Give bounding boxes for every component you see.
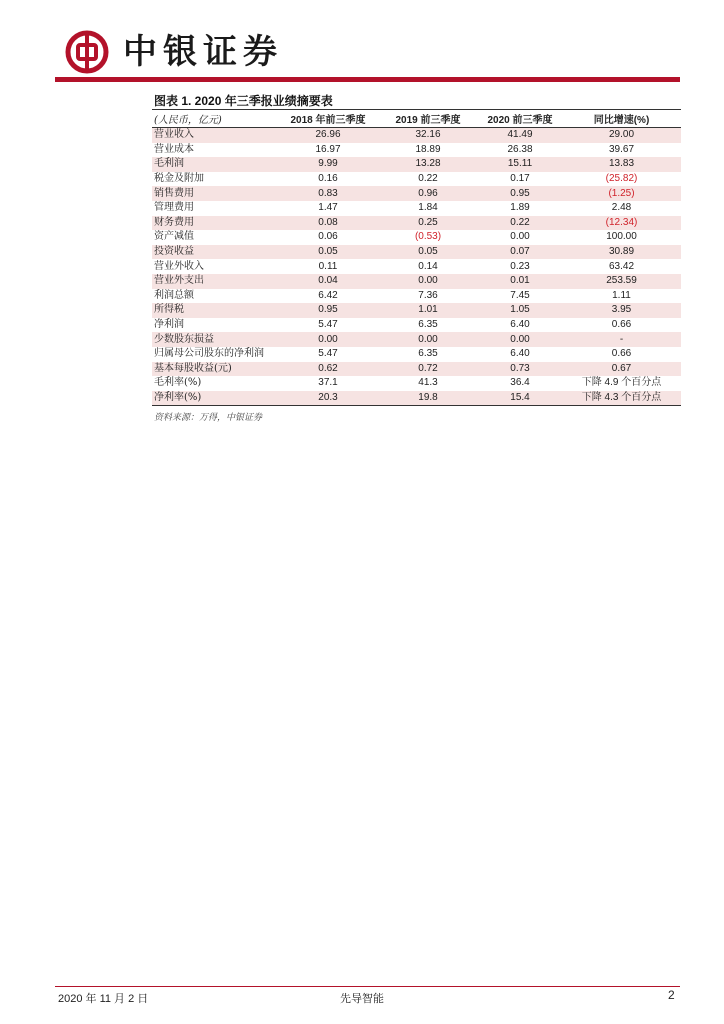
table-cell: 0.66 <box>611 348 632 360</box>
table-cell: 0.11 <box>318 260 338 272</box>
row-label: 营业外收入 <box>154 260 204 272</box>
table-row <box>152 362 681 377</box>
table-cell: 1.11 <box>612 289 631 301</box>
row-label: 净利率(%) <box>154 391 202 403</box>
column-header: (人民币，亿元) <box>154 115 222 126</box>
bank-of-china-logo <box>65 30 109 74</box>
source-note: 资料来源：万得，中银证券 <box>154 413 263 423</box>
table-row <box>152 143 681 158</box>
table-cell: 15.4 <box>510 391 530 403</box>
table-cell: 0.96 <box>418 187 438 199</box>
table-cell: 1.05 <box>510 304 530 316</box>
table-header-row <box>152 110 681 128</box>
table-cell: 0.04 <box>318 275 338 287</box>
table-row <box>152 172 681 187</box>
footer-date: 2020 年 11 月 2 日 <box>58 993 149 1005</box>
table-cell: 100.00 <box>606 231 637 243</box>
table-cell: 0.00 <box>510 231 530 243</box>
table-row <box>152 347 681 362</box>
table-cell: - <box>619 333 624 345</box>
column-header: 同比增速(%) <box>593 115 650 126</box>
table-cell: 0.06 <box>318 231 338 243</box>
table-row <box>152 303 681 318</box>
table-cell: 0.01 <box>510 275 530 287</box>
table-cell: 39.67 <box>608 143 635 155</box>
table-cell: 1.47 <box>318 202 338 214</box>
table-cell: 0.05 <box>318 246 338 258</box>
table-row <box>152 245 681 260</box>
table-cell: 41.3 <box>418 377 438 389</box>
table-cell: 36.4 <box>510 377 530 389</box>
table-cell: 6.35 <box>418 348 438 360</box>
table-cell: 1.84 <box>418 202 438 214</box>
table-cell: 37.1 <box>318 377 338 389</box>
page-number: 2 <box>668 988 675 1002</box>
table-cell: 0.83 <box>318 187 338 199</box>
table-cell: 0.25 <box>418 216 438 228</box>
table-cell: 0.00 <box>510 333 530 345</box>
table-row <box>152 216 681 231</box>
table-cell: 0.73 <box>510 362 530 374</box>
table-cell: 0.95 <box>318 304 338 316</box>
row-label: 所得税 <box>154 304 184 316</box>
table-cell: 0.07 <box>510 246 530 258</box>
table-cell: 0.22 <box>510 216 530 228</box>
table-row <box>152 201 681 216</box>
table-cell: 0.62 <box>318 362 338 374</box>
table-cell: 0.00 <box>318 333 338 345</box>
column-header: 2020 前三季度 <box>487 115 553 126</box>
table-cell: 13.83 <box>608 158 635 170</box>
table-cell: 0.66 <box>611 319 632 331</box>
row-label: 管理费用 <box>154 202 194 214</box>
table-cell: 16.97 <box>315 143 341 155</box>
table-cell: 0.67 <box>611 362 632 374</box>
table-cell: 0.14 <box>418 260 438 272</box>
table-cell: 30.89 <box>608 246 635 258</box>
row-label: 财务费用 <box>154 216 194 228</box>
row-label: 销售费用 <box>154 187 194 199</box>
table-row <box>152 259 681 274</box>
table-cell: 15.11 <box>507 158 533 170</box>
table-cell: 0.72 <box>418 362 438 374</box>
table-cell: 0.00 <box>418 275 438 287</box>
table-cell: 63.42 <box>608 260 635 272</box>
brand-name: 中银证券 <box>123 32 283 72</box>
row-label: 营业成本 <box>154 143 194 155</box>
table-cell: 0.16 <box>318 173 338 185</box>
table-row <box>152 332 681 347</box>
table-cell: (25.82) <box>605 173 638 185</box>
table-row <box>152 274 681 289</box>
table-cell: 29.00 <box>608 129 635 141</box>
table-cell: 41.49 <box>507 129 533 141</box>
table-cell: 9.99 <box>318 158 338 170</box>
table-row <box>152 391 681 406</box>
table-cell: 下降 4.9 个百分点 <box>581 377 662 389</box>
row-label: 少数股东损益 <box>154 333 214 345</box>
header-divider <box>55 77 680 82</box>
footer-company: 先导智能 <box>340 992 384 1005</box>
table-cell: 1.01 <box>418 304 438 316</box>
table-cell: (1.25) <box>608 187 635 199</box>
table-row <box>152 157 681 172</box>
figure-title: 图表 1. 2020 年三季报业绩摘要表 <box>154 94 333 108</box>
table-cell: 0.22 <box>418 173 438 185</box>
table-cell: 7.36 <box>418 289 438 301</box>
table-cell: 18.89 <box>415 143 441 155</box>
table-cell: 19.8 <box>418 391 438 403</box>
table-row <box>152 128 681 143</box>
table-cell: 0.08 <box>318 216 338 228</box>
table-cell: (0.53) <box>414 231 442 243</box>
row-label: 净利润 <box>154 319 184 331</box>
table-cell: 32.16 <box>415 129 441 141</box>
row-label: 毛利润 <box>154 158 184 170</box>
table-cell: 0.17 <box>510 173 530 185</box>
table-cell: 5.47 <box>318 348 338 360</box>
table-cell: 0.95 <box>510 187 530 199</box>
row-label: 资产减值 <box>154 231 194 243</box>
earnings-summary-table <box>152 109 681 406</box>
table-row <box>152 376 681 391</box>
table-cell: 0.05 <box>418 246 438 258</box>
row-label: 基本每股收益(元) <box>154 362 232 374</box>
table-row <box>152 318 681 333</box>
table-row <box>152 230 681 245</box>
page-header <box>55 26 685 76</box>
table-row <box>152 289 681 304</box>
row-label: 营业收入 <box>154 129 194 141</box>
table-cell: 20.3 <box>318 391 338 403</box>
table-cell: 6.42 <box>318 289 338 301</box>
table-cell: 253.59 <box>606 275 637 287</box>
table-cell: (12.34) <box>605 216 638 228</box>
table-cell: 26.96 <box>315 129 341 141</box>
row-label: 利润总额 <box>154 289 194 301</box>
row-label: 归属母公司股东的净利润 <box>154 348 264 360</box>
table-cell: 7.45 <box>510 289 530 301</box>
table-cell: 0.23 <box>510 260 530 272</box>
table-row <box>152 186 681 201</box>
table-cell: 3.95 <box>611 304 632 316</box>
footer-divider <box>55 986 680 987</box>
table-cell: 6.40 <box>510 348 530 360</box>
table-cell: 下降 4.3 个百分点 <box>581 391 662 403</box>
table-cell: 13.28 <box>415 158 441 170</box>
table-cell: 5.47 <box>318 319 338 331</box>
row-label: 营业外支出 <box>154 275 204 287</box>
table-cell: 26.38 <box>507 143 533 155</box>
row-label: 毛利率(%) <box>154 377 202 389</box>
table-cell: 6.40 <box>510 319 530 331</box>
table-cell: 0.00 <box>418 333 438 345</box>
column-header: 2019 前三季度 <box>395 115 461 126</box>
row-label: 税金及附加 <box>154 173 204 185</box>
column-header: 2018 年前三季度 <box>290 115 366 126</box>
table-cell: 6.35 <box>418 319 438 331</box>
row-label: 投资收益 <box>154 246 194 258</box>
table-cell: 2.48 <box>611 202 632 214</box>
table-cell: 1.89 <box>510 202 530 214</box>
